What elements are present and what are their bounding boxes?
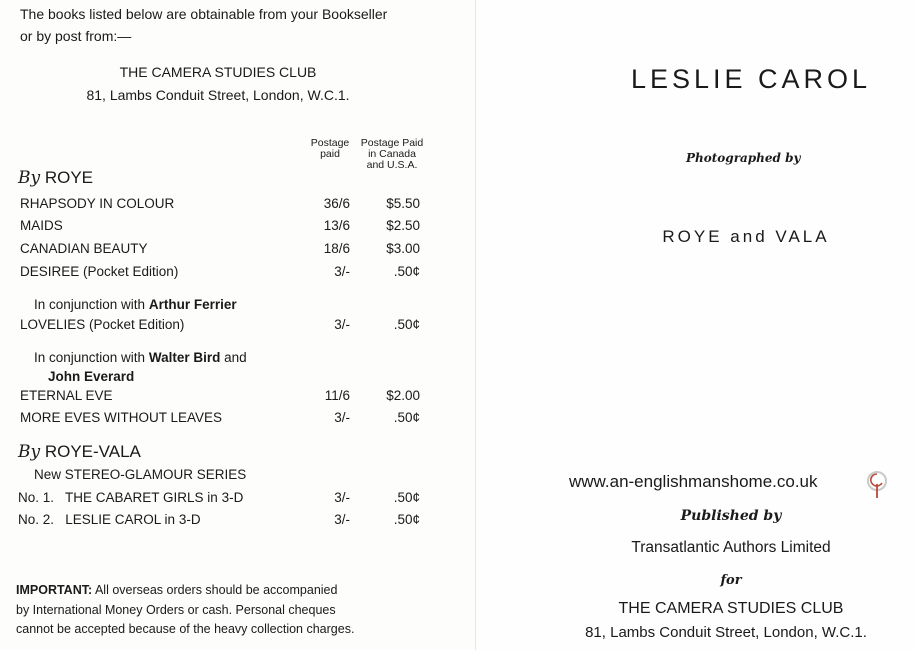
book-price-uk: 36/6 (323, 196, 350, 211)
published-by-label: Published by (680, 508, 782, 524)
column-header-uk-line: Postage (310, 137, 350, 149)
book-price-uk: 3/- (334, 512, 350, 527)
publisher-name: Transatlantic Authors Limited (631, 539, 831, 556)
series-title: New STEREO-GLAMOUR SERIES (34, 467, 247, 482)
book-price-us: $2.50 (386, 218, 420, 233)
book-title: LOVELIES (Pocket Edition) (20, 317, 185, 332)
book-title: DESIREE (Pocket Edition) (20, 264, 179, 279)
book-price-uk: 3/- (334, 317, 350, 332)
conjunction-line (34, 350, 247, 365)
book-price-us: $3.00 (386, 241, 420, 256)
club-address: 81, Lambs Conduit Street, London, W.C.1. (86, 87, 350, 103)
book-price-us: .50¢ (393, 512, 420, 527)
book-price-us: .50¢ (393, 317, 420, 332)
column-header-uk-line: paid (320, 148, 340, 160)
publisher-club-name: THE CAMERA STUDIES CLUB (618, 600, 844, 617)
important-line-3: cannot be accepted because of the heavy collection charges. (16, 622, 355, 636)
column-header-overseas (356, 138, 428, 171)
publisher-club-address: 81, Lambs Conduit Street, London, W.C.1. (585, 624, 867, 641)
important-line-2: by International Money Orders or cash. Personal cheques (16, 603, 336, 617)
column-header-overseas-line: and U.S.A. (366, 159, 418, 171)
book-title: MORE EVES WITHOUT LEAVES (20, 410, 223, 425)
column-header-overseas-line: Postage Paid (360, 137, 424, 149)
site-logo-icon (866, 470, 888, 500)
book-price-uk: 13/6 (323, 218, 350, 233)
important-line-1 (16, 583, 337, 597)
club-name: THE CAMERA STUDIES CLUB (119, 64, 317, 80)
conjunction-and: and (224, 350, 247, 365)
by-label: By (18, 442, 41, 462)
book-price-us: .50¢ (393, 490, 420, 505)
book-price-us: $2.00 (386, 388, 420, 403)
important-text: All overseas orders should be accompanied (94, 583, 338, 597)
intro-line-2: or by post from:— (20, 28, 132, 44)
book-price-us: .50¢ (393, 264, 420, 279)
right-page (476, 0, 917, 650)
important-label: IMPORTANT: (16, 583, 93, 597)
book-title-heading: LESLIE CAROL (630, 64, 872, 94)
conjunction-prefix: In conjunction with (34, 297, 146, 312)
author-name: ROYE-VALA (44, 442, 141, 461)
book-price-us: $5.50 (386, 196, 420, 211)
book-title: RHAPSODY IN COLOUR (20, 196, 175, 211)
book-price-uk: 3/- (334, 264, 350, 279)
book-price-uk: 18/6 (323, 241, 350, 256)
author-name: ROYE (44, 168, 94, 187)
collaborator-name: John Everard (48, 369, 135, 384)
book-title: ETERNAL EVE (20, 388, 113, 403)
by-label: By (18, 168, 41, 188)
book-price-us: .50¢ (393, 410, 420, 425)
photographers: ROYE and VALA (662, 227, 830, 246)
conjunction-prefix: In conjunction with (34, 350, 146, 365)
book-title: CANADIAN BEAUTY (20, 241, 148, 256)
book-title: MAIDS (20, 218, 63, 233)
section-by-roye-vala (18, 442, 141, 462)
website-link[interactable]: www.an-englishmanshome.co.uk (569, 472, 818, 491)
collaborator-name: Arthur Ferrier (148, 297, 237, 312)
book-title: No. 2. LESLIE CAROL in 3-D (18, 512, 201, 527)
book-price-uk: 11/6 (324, 388, 350, 403)
column-header-uk (305, 138, 355, 160)
photographed-by-label: Photographed by (686, 151, 801, 165)
conjunction-line (34, 297, 237, 312)
column-header-overseas-line: in Canada (368, 148, 416, 160)
intro-line-1: The books listed below are obtainable from your Bookseller (20, 6, 388, 22)
collaborator-name: Walter Bird (148, 350, 221, 365)
section-by-roye (18, 168, 93, 188)
book-title: No. 1. THE CABARET GIRLS in 3-D (18, 490, 244, 505)
book-price-uk: 3/- (334, 490, 350, 505)
for-label: for (720, 573, 742, 588)
book-price-uk: 3/- (334, 410, 350, 425)
